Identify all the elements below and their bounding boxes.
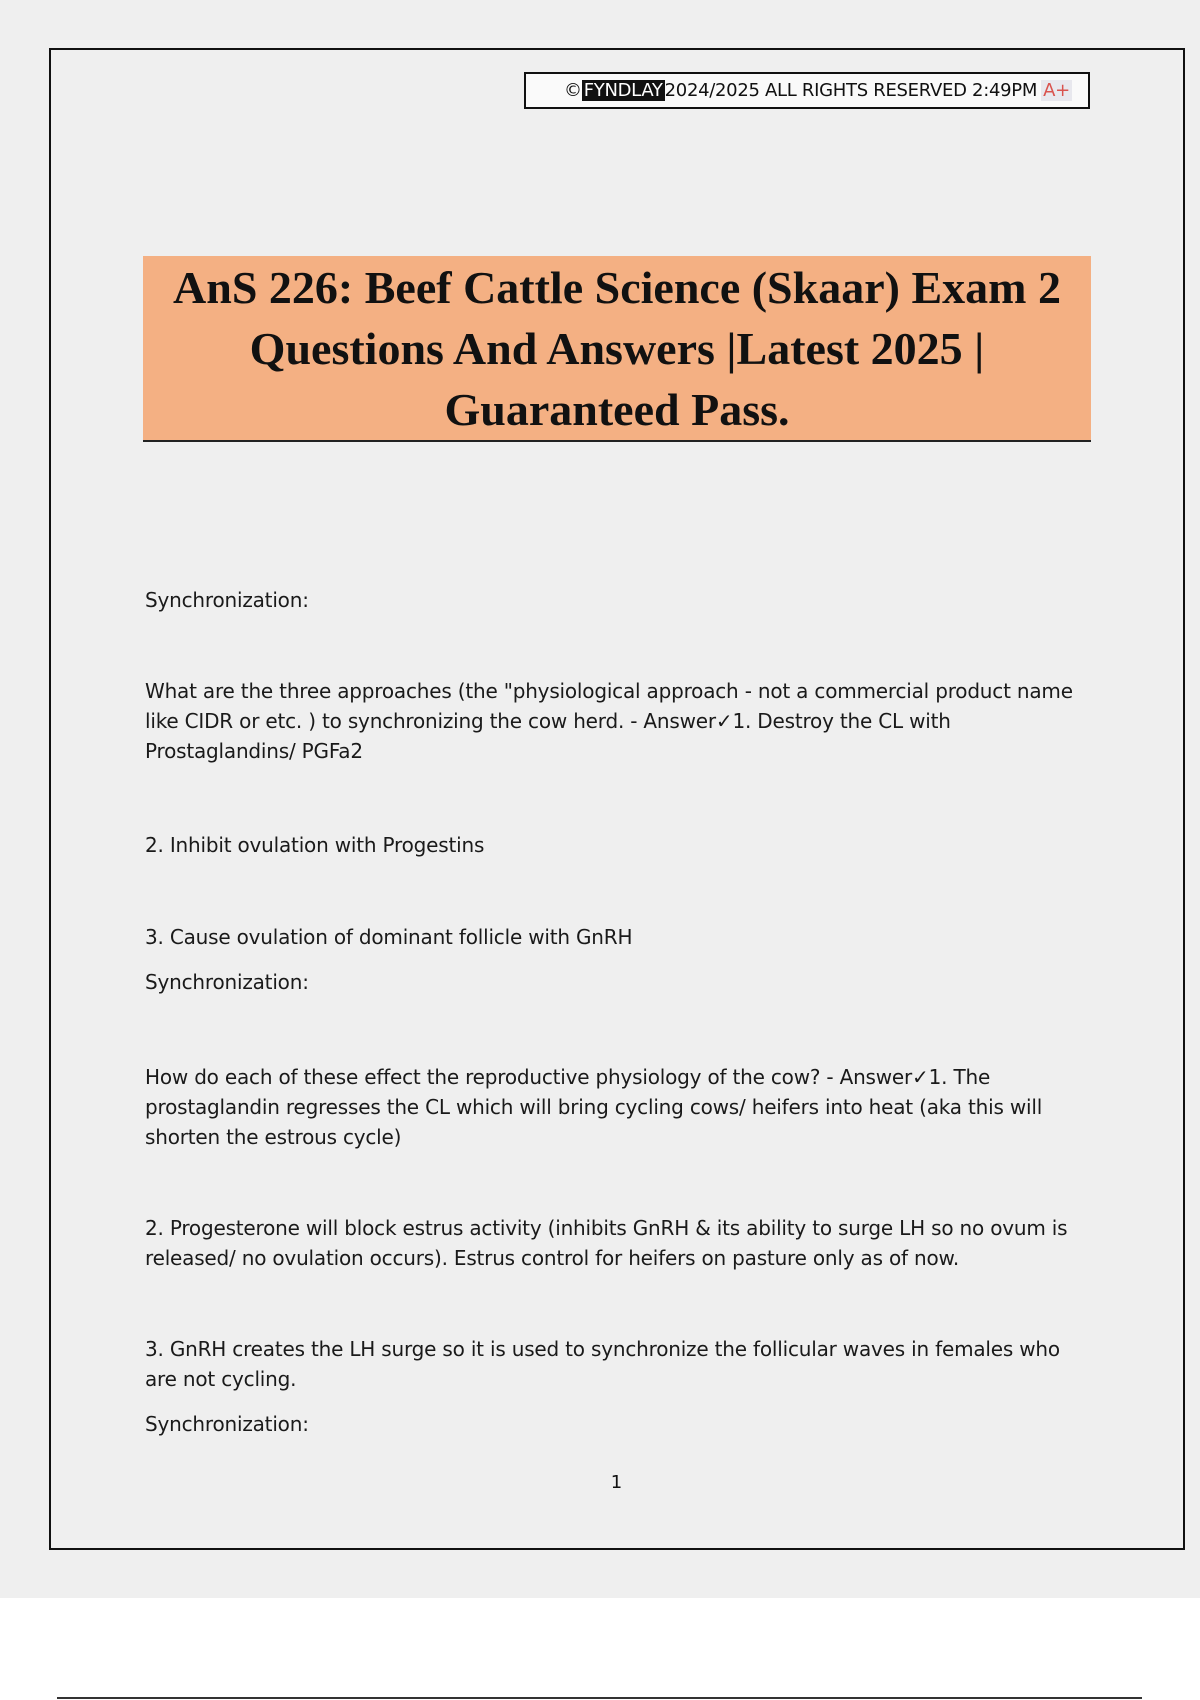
answer-2-item-2: 2. Progesterone will block estrus activity (inhibits GnRH & its ability to surge LH so no ovum is released/ no ovulation occurs). Estrus control for heifers on pasture only as of now. [145, 1216, 1068, 1270]
copyright-symbol: © [564, 80, 582, 101]
brand-name: FYNDLAY [583, 80, 663, 101]
question-1: What are the three approaches (the "physiological approach - not a commercial product name like CIDR or etc. ) to synchronizing the cow herd. - Answer✓1. Destroy the CL with Prostaglandins/ PGFa2 [145, 679, 1073, 763]
question-2: How do each of these effect the reproductive physiology of the cow? - Answer✓1. The prostaglandin regresses the CL which will bring cycling cows/ heifers into heat (aka this will shorten the estrous cycle) [145, 1065, 1043, 1149]
section-heading-3: Synchronization: [145, 1412, 309, 1436]
document-title: AnS 226: Beef Cattle Science (Skaar) Exam 2 Questions And Answers |Latest 2025 | Guaranteed Pass. [173, 261, 1061, 435]
section-heading-1: Synchronization: [145, 588, 309, 612]
answer-2-item-3: 3. GnRH creates the LH surge so it is used to synchronize the follicular waves in females who are not cycling. [145, 1337, 1060, 1391]
title-banner [143, 256, 1091, 442]
answer-1-item-3: 3. Cause ovulation of dominant follicle with GnRH [145, 925, 633, 949]
section-heading-2: Synchronization: [145, 970, 309, 994]
grade-badge: A+ [1043, 80, 1070, 101]
footer-divider [57, 1697, 1142, 1699]
answer-1-item-2: 2. Inhibit ovulation with Progestins [145, 833, 485, 857]
copyright-text: 2024/2025 ALL RIGHTS RESERVED 2:49PM [664, 80, 1038, 101]
copyright-banner [524, 72, 1090, 109]
page-number: 1 [610, 1472, 623, 1493]
